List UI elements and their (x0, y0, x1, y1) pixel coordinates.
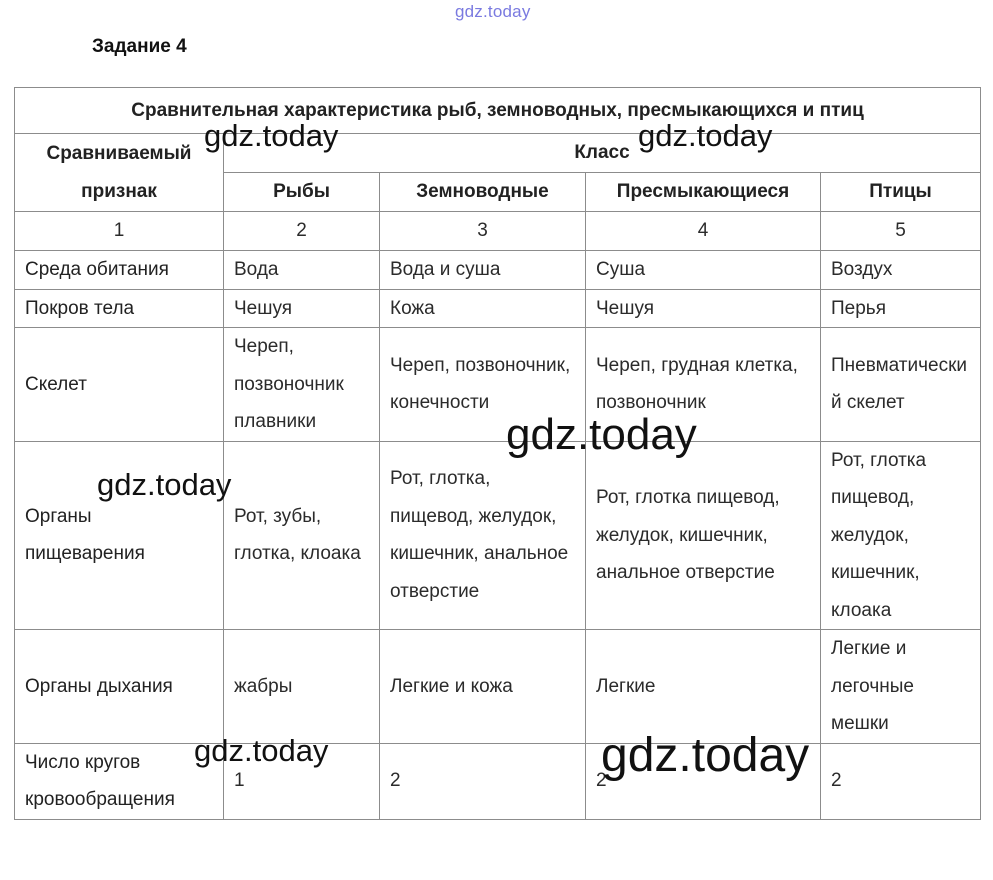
table-cell: Воздух (821, 251, 981, 290)
column-number: 3 (380, 212, 586, 251)
watermark: gdz.today (204, 118, 339, 153)
table-cell: Рот, глотка пищевод, желудок, кишечник, клоака (821, 441, 981, 630)
table-cell: 1 (224, 743, 380, 819)
watermark: gdz.today (506, 410, 697, 459)
table-row (15, 743, 981, 819)
table-cell: жабры (224, 630, 380, 744)
table-row (15, 328, 981, 442)
column-number: 5 (821, 212, 981, 251)
table-cell: Вода (224, 251, 380, 290)
table-cell: 2 (586, 743, 821, 819)
table-cell: Рот, глотка пищевод, желудок, кишечник, анальное отверстие (586, 441, 821, 630)
row-feature: Органы пищеварения (15, 441, 224, 630)
task-title: Задание 4 (92, 36, 187, 57)
column-number: 2 (224, 212, 380, 251)
column-number: 1 (15, 212, 224, 251)
row-feature: Органы дыхания (15, 630, 224, 744)
watermark-top: gdz.today (455, 2, 531, 21)
comparison-table (14, 87, 981, 820)
table-caption: Сравнительная характеристика рыб, земноводных, пресмыкающихся и птиц (15, 88, 981, 134)
class-header-row (15, 134, 981, 173)
column-numbers-row (15, 212, 981, 251)
table-row (15, 441, 981, 630)
table-row (15, 630, 981, 744)
table-cell: Рот, зубы, глотка, клоака (224, 441, 380, 630)
table-cell: Кожа (380, 289, 586, 328)
table-cell: Череп, грудная клетка, позвоночник (586, 328, 821, 442)
table-cell: Пневматический скелет (821, 328, 981, 442)
table-cell: Вода и суша (380, 251, 586, 290)
caption-row (15, 88, 981, 134)
feature-header: Сравниваемый признак (15, 134, 224, 212)
row-feature: Число кругов кровообращения (15, 743, 224, 819)
watermark: gdz.today (97, 467, 232, 502)
table-cell: Суша (586, 251, 821, 290)
table-cell: Легкие и легочные мешки (821, 630, 981, 744)
table-cell: Череп, позвоночник плавники (224, 328, 380, 442)
watermark: gdz.today (601, 729, 810, 782)
watermark: gdz.today (194, 733, 329, 768)
class-header: Класс (224, 134, 981, 173)
table-cell: 2 (821, 743, 981, 819)
class-name: Земноводные (380, 173, 586, 212)
table-row (15, 251, 981, 290)
table-cell: 2 (380, 743, 586, 819)
table-cell: Перья (821, 289, 981, 328)
table-row (15, 289, 981, 328)
table-cell: Чешуя (224, 289, 380, 328)
table-cell: Легкие (586, 630, 821, 744)
table-cell: Череп, позвоночник, конечности (380, 328, 586, 442)
watermark: gdz.today (638, 118, 773, 153)
class-name: Пресмыкающиеся (586, 173, 821, 212)
column-number: 4 (586, 212, 821, 251)
table-cell: Чешуя (586, 289, 821, 328)
row-feature: Покров тела (15, 289, 224, 328)
row-feature: Скелет (15, 328, 224, 442)
row-feature: Среда обитания (15, 251, 224, 290)
class-name: Рыбы (224, 173, 380, 212)
table-cell: Рот, глотка, пищевод, желудок, кишечник, анальное отверстие (380, 441, 586, 630)
class-name: Птицы (821, 173, 981, 212)
table-cell: Легкие и кожа (380, 630, 586, 744)
